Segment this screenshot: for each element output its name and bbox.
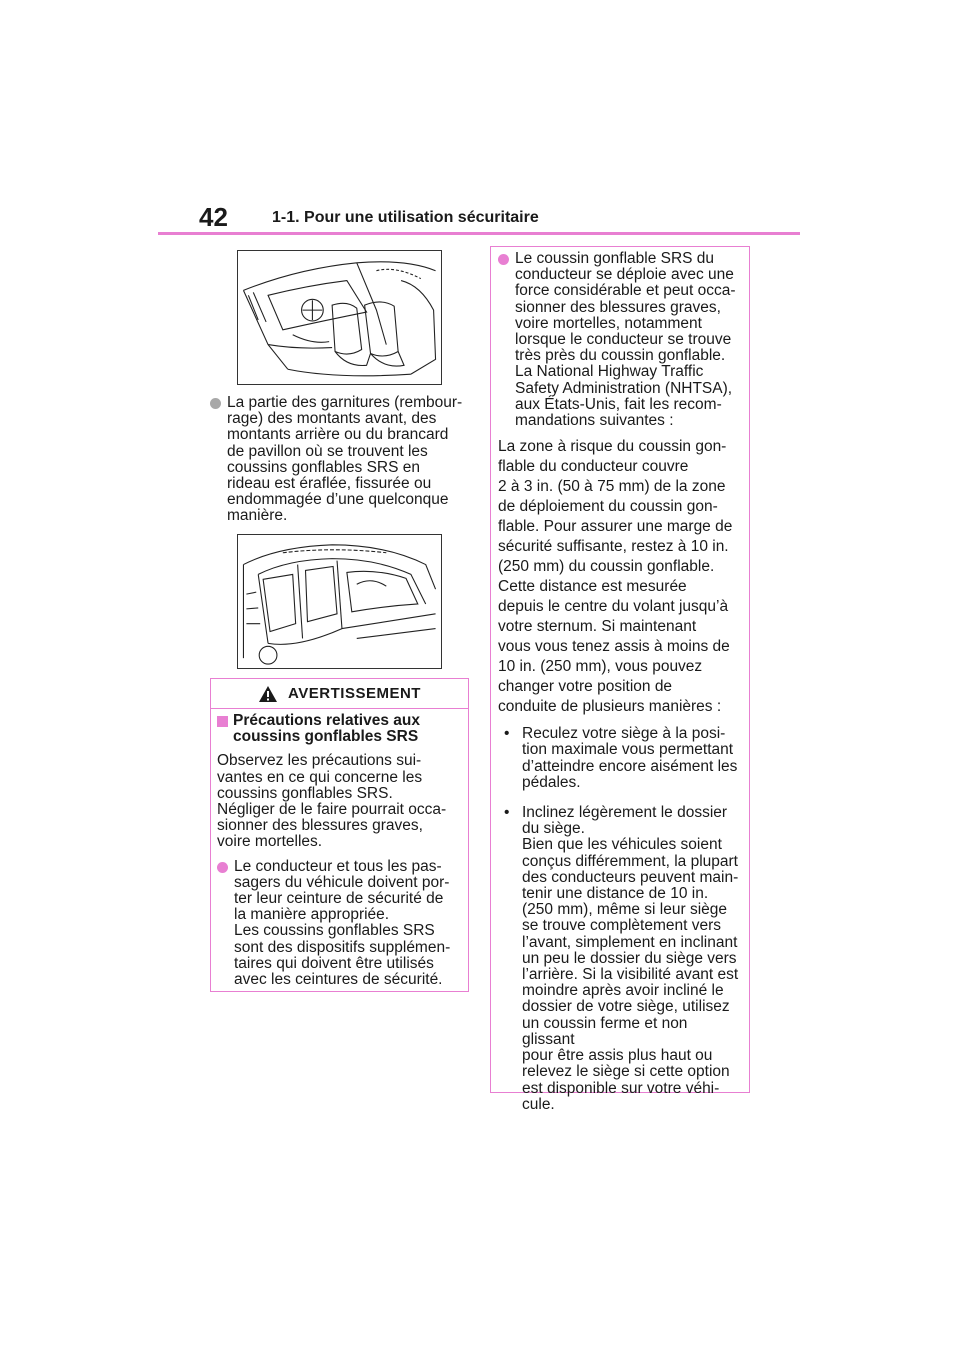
warning-bullet xyxy=(217,859,462,989)
dash-item-1 xyxy=(498,726,743,791)
right-bullet xyxy=(498,251,743,429)
bullet-dot-icon xyxy=(498,254,509,265)
dash-bullet: • xyxy=(504,725,510,743)
header-rule xyxy=(158,232,800,235)
warning-title: AVERTISSEMENT xyxy=(288,685,421,702)
page-number: 42 xyxy=(199,202,228,232)
warning-body xyxy=(211,709,468,988)
section-title: 1-1. Pour une utilisation sécuritaire xyxy=(272,209,539,226)
right-bullet-text: Le coussin gonflable SRS du conducteur se déploie avec une force considérable et peut occa- sionner des blessures graves, voire mortelles, notamment lorsque le conducteur se trouve très près du coussin gonflable. La National Highway Traffic Safety Administration (NHTSA), aux États-Unis, fait les recom- mandations suivantes : xyxy=(515,250,736,430)
dash-item-1-text: Reculez votre siège à la posi- tion maximale vous permettant d’atteindre encore aisément les pédales. xyxy=(522,725,738,791)
vehicle-exterior-illustration xyxy=(237,534,442,669)
right-paragraph: La zone à risque du coussin gon- flable du conducteur couvre 2 à 3 in. (50 à 75 mm) de la zone de déploiement du coussin gon- flable. Pour assurer une marge de sécurité suffisante, restez à 10 in. (250 mm) du coussin gonflable. Cette distance est mesurée depuis le centre du volant jusqu’à votre sternum. Si maintenant vous vous tenez assis à moins de 10 in. (250 mm), vous pouvez changer votre position de conduite de plusieurs manières : xyxy=(498,438,733,716)
warning-triangle-icon xyxy=(258,685,278,703)
right-box xyxy=(490,246,750,1113)
dash-item-2 xyxy=(498,805,743,1113)
square-bullet-icon xyxy=(217,716,228,727)
warning-intro: Observez les précautions sui- vantes en ce qui concerne les coussins gonflables SRS. Négliger de le faire pourrait occa- sionner des blessures graves, voire mortelles. xyxy=(217,752,447,851)
warning-bullet-text: Le conducteur et tous les pas- sagers du véhicule doivent por- ter leur ceinture de sécurité de la manière appropriée. Les coussins gonflables SRS sont des dispositifs supplémen- taires qui doivent être utilisés avec les ceintures de sécurité. xyxy=(234,857,451,989)
bullet-dot-icon xyxy=(217,862,228,873)
interior-illustration xyxy=(237,250,442,385)
warning-box xyxy=(210,678,469,992)
dash-item-2-text: Inclinez légèrement le dossier du siège. Bien que les véhicules soient conçus différemment, la plupart des conducteurs peuvent main- tenir une distance de 10 in. (250 mm), même si leur siège se trouve complètement vers l’avant, simplement en inclinant un peu le dossier du siège vers l’arrière. Si la visibilité avant est moindre après avoir incliné le dossier de votre siège, utilisez un coussin ferme et non glissant pour être assis plus haut ou relevez le siège si cette option est disponible sur votre véhi- cule. xyxy=(522,804,739,1113)
left-bullet-text: La partie des garnitures (rembour- rage) des montants avant, des montants arrière ou du brancard de pavillon où se trouvent les coussins gonflables SRS en rideau est éraflée, fissurée ou endommagée d’une quelconque manière. xyxy=(227,394,463,525)
warning-header xyxy=(211,679,468,709)
warning-subheading xyxy=(217,713,462,745)
bullet-dot-icon xyxy=(210,398,221,409)
dash-bullet: • xyxy=(504,804,510,822)
right-box-content xyxy=(491,247,749,1113)
left-bullet xyxy=(210,395,472,525)
warning-subheading-text: Précautions relatives aux coussins gonflables SRS xyxy=(233,712,420,746)
